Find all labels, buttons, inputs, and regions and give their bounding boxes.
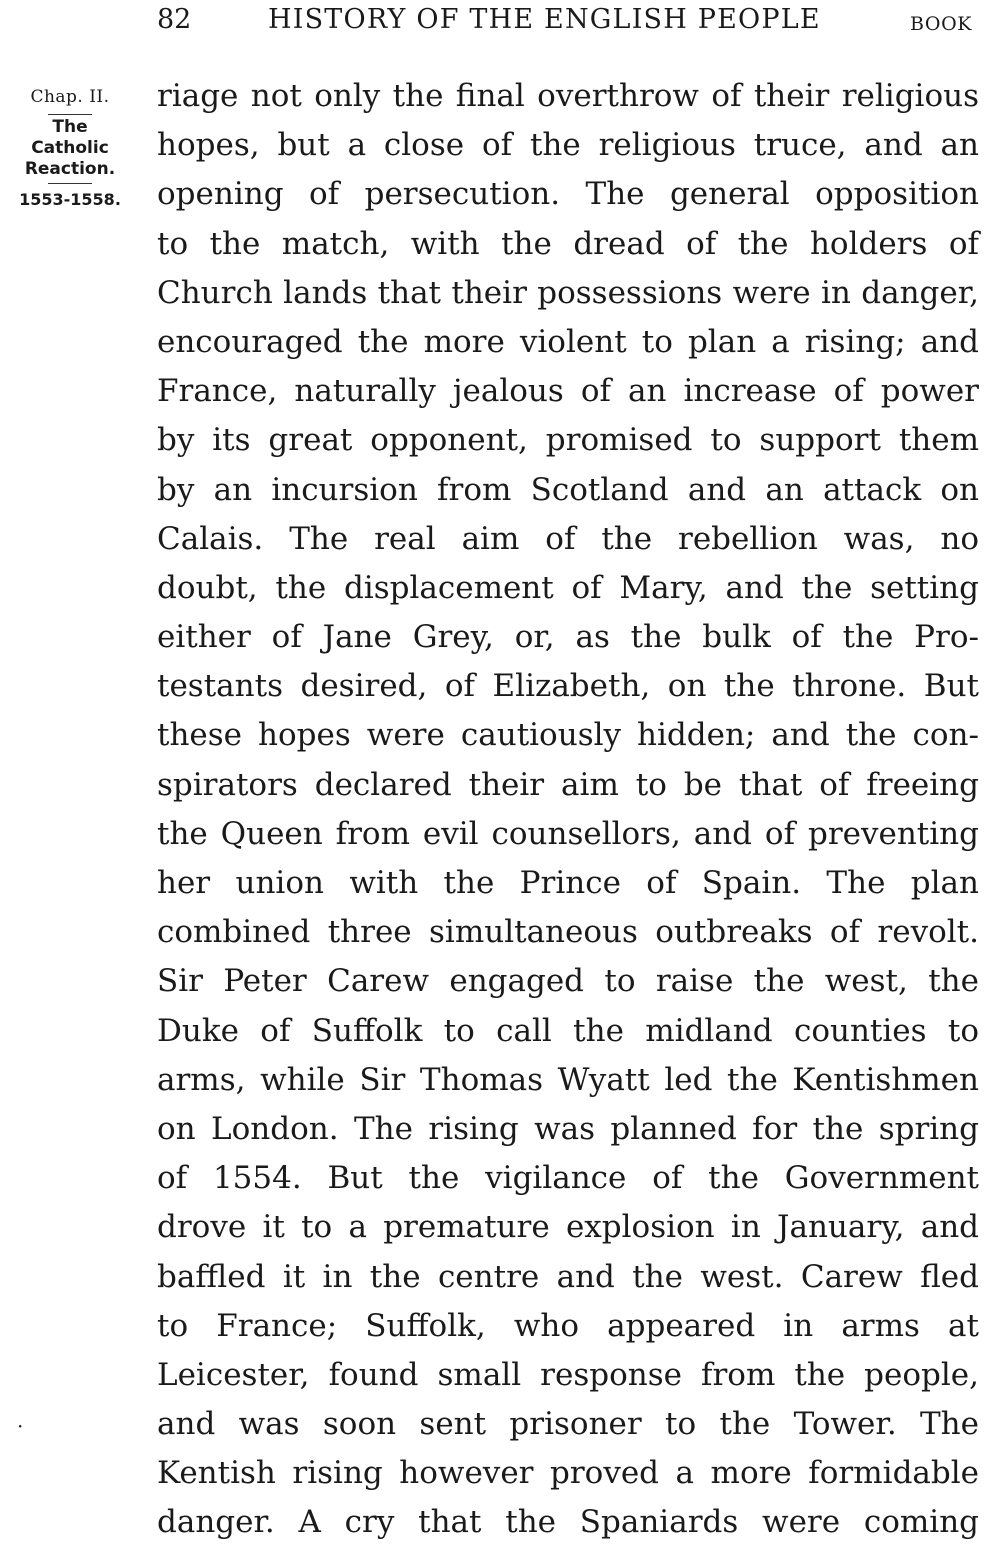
text-line: Duke of Suffolk to call the midland counties to	[157, 1012, 979, 1049]
date-range: 1553-1558.	[19, 190, 121, 209]
text-line: these hopes were cautiously hidden; and the con-	[157, 717, 979, 754]
text-line: by an incursion from Scotland and an attack on	[157, 471, 979, 508]
text-line: opening of persecution. The general opposition	[157, 176, 979, 213]
text-line: Kentish rising however proved a more formidable	[157, 1455, 979, 1492]
text-line: testants desired, of Elizabeth, on the throne. But	[157, 668, 979, 705]
section-label	[8, 115, 132, 183]
section-label-line: The	[52, 117, 88, 137]
section-label-line: Catholic	[31, 138, 109, 158]
text-line: to the match, with the dread of the holders of	[157, 225, 979, 262]
text-line: spirators declared their aim to be that of freeing	[157, 766, 979, 803]
text-line: either of Jane Grey, or, as the bulk of the Pro-	[157, 619, 979, 656]
text-line: arms, while Sir Thomas Wyatt led the Kentishmen	[157, 1061, 979, 1098]
book-label: BOOK	[910, 13, 973, 35]
text-line: baffled it in the centre and the west. Carew fled	[157, 1258, 979, 1295]
text-line: Church lands that their possessions were in danger,	[157, 274, 979, 311]
text-line: of 1554. But the vigilance of the Government	[157, 1160, 979, 1197]
text-line: France, naturally jealous of an increase of power	[157, 373, 979, 410]
text-line: Leicester, found small response from the people,	[157, 1356, 979, 1393]
text-line: combined three simultaneous outbreaks of revolt.	[157, 914, 979, 951]
text-line: to France; Suffolk, who appeared in arms at	[157, 1307, 979, 1344]
text-line: encouraged the more violent to plan a rising; and	[157, 323, 979, 360]
text-line: hopes, but a close of the religious truce, and an	[157, 127, 979, 164]
page-number: 82	[157, 4, 192, 35]
text-line: Sir Peter Carew engaged to raise the west, the	[157, 963, 979, 1000]
text-line: the Queen from evil counsellors, and of preventing	[157, 815, 979, 852]
chapter-label: Chap. II.	[30, 87, 110, 107]
running-header	[0, 2, 1000, 38]
text-line: doubt, the displacement of Mary, and the setting	[157, 569, 979, 606]
text-line: on London. The rising was planned for the spring	[157, 1110, 979, 1147]
text-line: and was soon sent prisoner to the Tower. The	[157, 1406, 979, 1443]
text-line: danger. A cry that the Spaniards were coming	[157, 1504, 979, 1541]
text-line: riage not only the final overthrow of their religious	[157, 78, 979, 114]
text-line: drove it to a premature explosion in January, and	[157, 1209, 979, 1246]
text-line: her union with the Prince of Spain. The plan	[157, 865, 979, 901]
section-label-line: Reaction.	[24, 159, 116, 179]
text-line: Calais. The real aim of the rebellion was, no	[157, 520, 979, 557]
text-line: by its great opponent, promised to support them	[157, 422, 979, 459]
stray-mark: ·	[17, 1414, 24, 1438]
running-title: HISTORY OF THE ENGLISH PEOPLE	[268, 4, 821, 35]
margin-notes	[8, 80, 132, 215]
body-text	[157, 72, 979, 1548]
